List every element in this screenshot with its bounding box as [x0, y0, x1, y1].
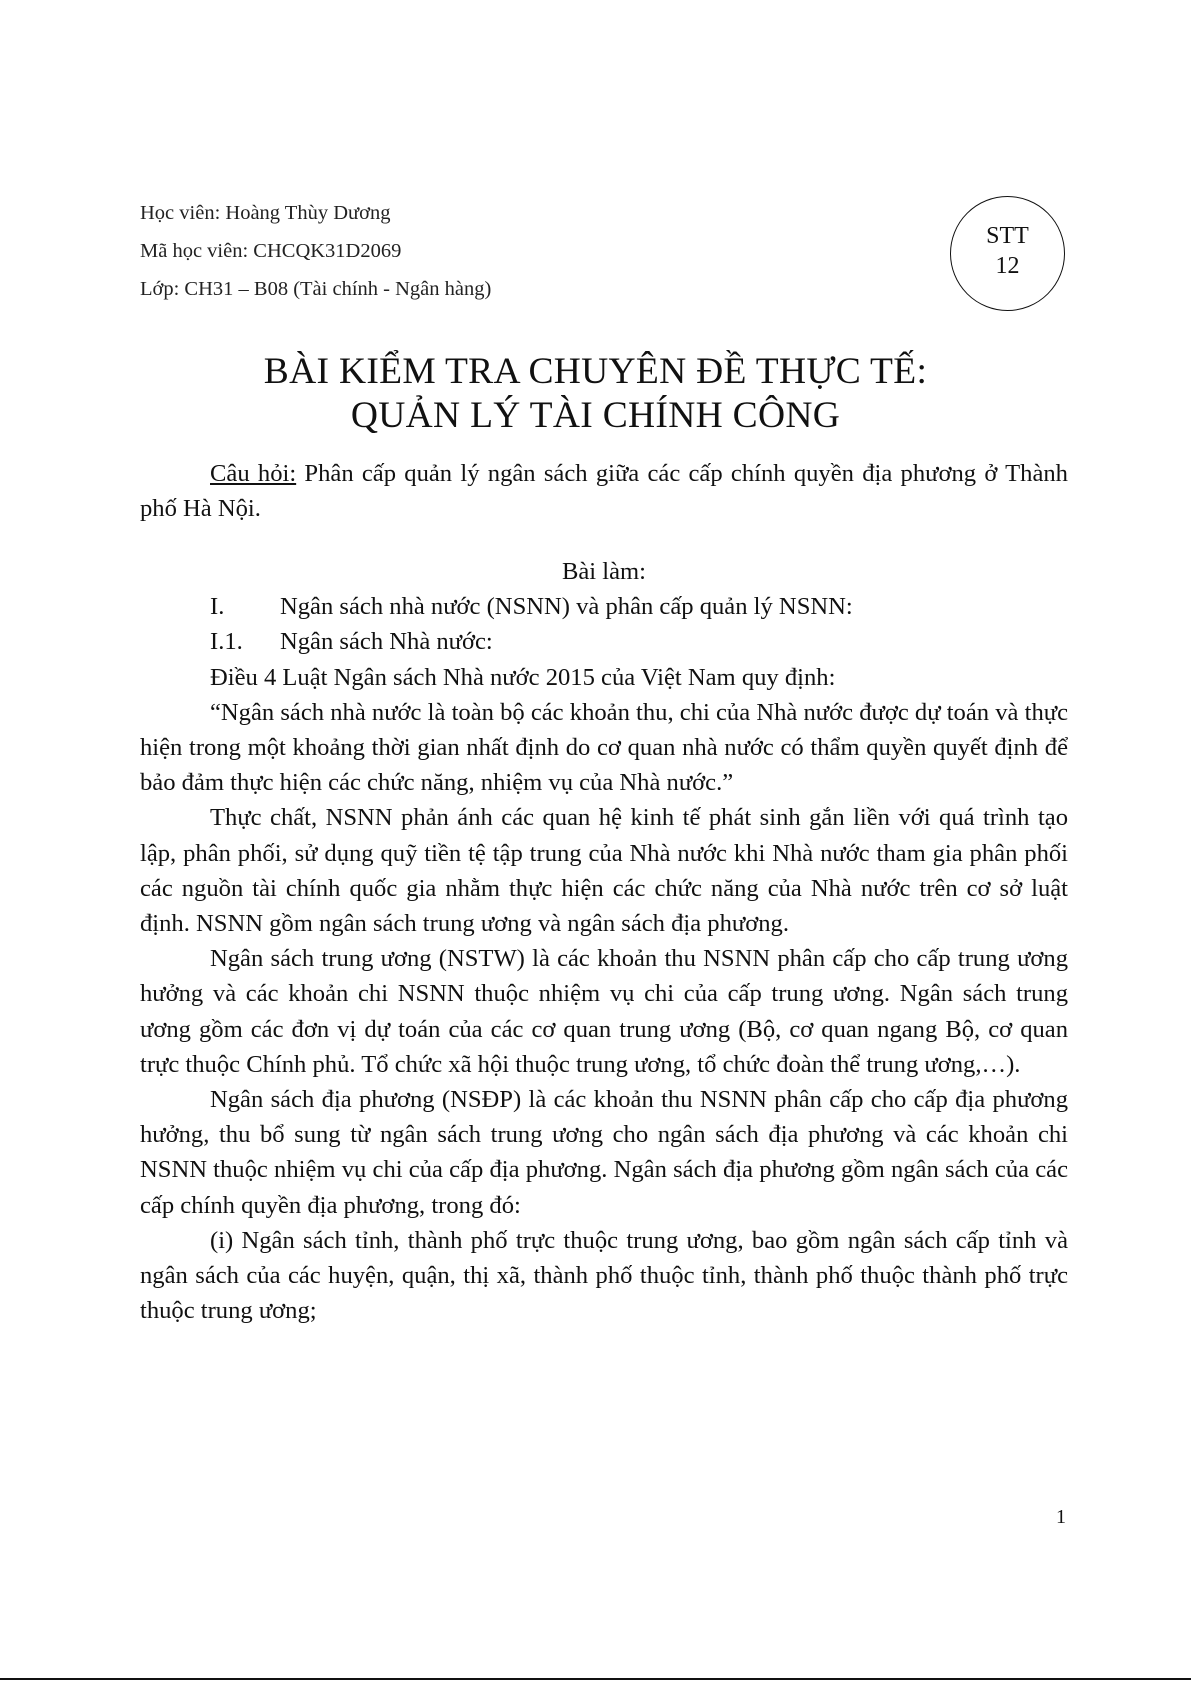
- paragraph-nsdp: Ngân sách địa phương (NSĐP) là các khoản thu NSNN phân cấp cho cấp địa phương hưởng, thu bổ sung từ ngân sách trung ương cho ngân sách địa phương và các khoản chi NSNN thuộc nhiệm vụ chi của cấp địa phương. Ngân sách địa phương gồm ngân sách của các cấp chính quyền địa phương, trong đó:: [140, 1086, 1068, 1219]
- section-heading-I1: [140, 624, 1068, 659]
- answer-block: [140, 554, 1068, 1328]
- stt-label: STT: [986, 222, 1029, 249]
- section-number: I.1.: [210, 628, 243, 656]
- paragraph-nsnn-nature: Thực chất, NSNN phản ánh các quan hệ kinh tế phát sinh gắn liền với quá trình tạo lập, phân phối, sử dụng quỹ tiền tệ tập trung của Nhà nước khi Nhà nước tham gia phân phối các nguồn tài chính quốc gia nhằm thực hiện các chức năng của Nhà nước trên cơ sở luật định. NSNN gồm ngân sách trung ương và ngân sách địa phương.: [140, 804, 1068, 938]
- section-heading-I: [140, 589, 1068, 624]
- question-text: Phân cấp quản lý ngân sách giữa các cấp chính quyền địa phương ở Thành phố Hà Nội.: [140, 460, 1068, 523]
- bottom-divider: [0, 1678, 1191, 1680]
- stt-number: 12: [995, 252, 1020, 279]
- student-id: Mã học viên: CHCQK31D2069: [140, 240, 402, 262]
- section-number: I.: [210, 593, 225, 621]
- question-label: Câu hỏi:: [210, 460, 297, 487]
- section-title: Ngân sách Nhà nước:: [280, 628, 493, 656]
- student-name: Học viên: Hoàng Thùy Dương: [140, 202, 391, 224]
- law-intro: Điều 4 Luật Ngân sách Nhà nước 2015 của Việt Nam quy định:: [210, 663, 836, 691]
- paragraph-provincial-budget: (i) Ngân sách tỉnh, thành phố trực thuộc trung ương, bao gồm ngân sách cấp tỉnh và ngân sách của các huyện, quận, thị xã, thành phố thuộc tỉnh, thành phố thuộc thành phố trực thuộc trung ương;: [140, 1226, 1068, 1325]
- page-number: 1: [1056, 1506, 1066, 1528]
- document-title-line-2: QUẢN LÝ TÀI CHÍNH CÔNG: [350, 395, 841, 436]
- paragraph-nstw: Ngân sách trung ương (NSTW) là các khoản thu NSNN phân cấp cho cấp trung ương hưởng và các khoản chi NSNN thuộc nhiệm vụ chi của cấp trung ương. Ngân sách trung ương gồm các đơn vị dự toán của các cơ quan trung ương (Bộ, cơ quan ngang Bộ, cơ quan trực thuộc Chính phủ. Tổ chức xã hội thuộc trung ương, tổ chức đoàn thể trung ương,…).: [140, 945, 1068, 1078]
- student-info: [140, 194, 491, 308]
- section-title: Ngân sách nhà nước (NSNN) và phân cấp quản lý NSNN:: [280, 593, 853, 621]
- document-title-line-1: BÀI KIỂM TRA CHUYÊN ĐỀ THỰC TẾ:: [263, 351, 928, 392]
- stt-badge: [950, 196, 1065, 311]
- class-info: Lớp: CH31 – B08 (Tài chính - Ngân hàng): [140, 278, 492, 300]
- question-block: [140, 456, 1068, 526]
- answer-heading: Bài làm:: [561, 558, 646, 585]
- question-paragraph: [140, 456, 1068, 526]
- law-quote: “Ngân sách nhà nước là toàn bộ các khoản thu, chi của Nhà nước được dự toán và thực hiện trong một khoảng thời gian nhất định do cơ quan nhà nước có thẩm quyền quyết định để bảo đảm thực hiện các chức năng, nhiệm vụ của Nhà nước.”: [140, 698, 1068, 797]
